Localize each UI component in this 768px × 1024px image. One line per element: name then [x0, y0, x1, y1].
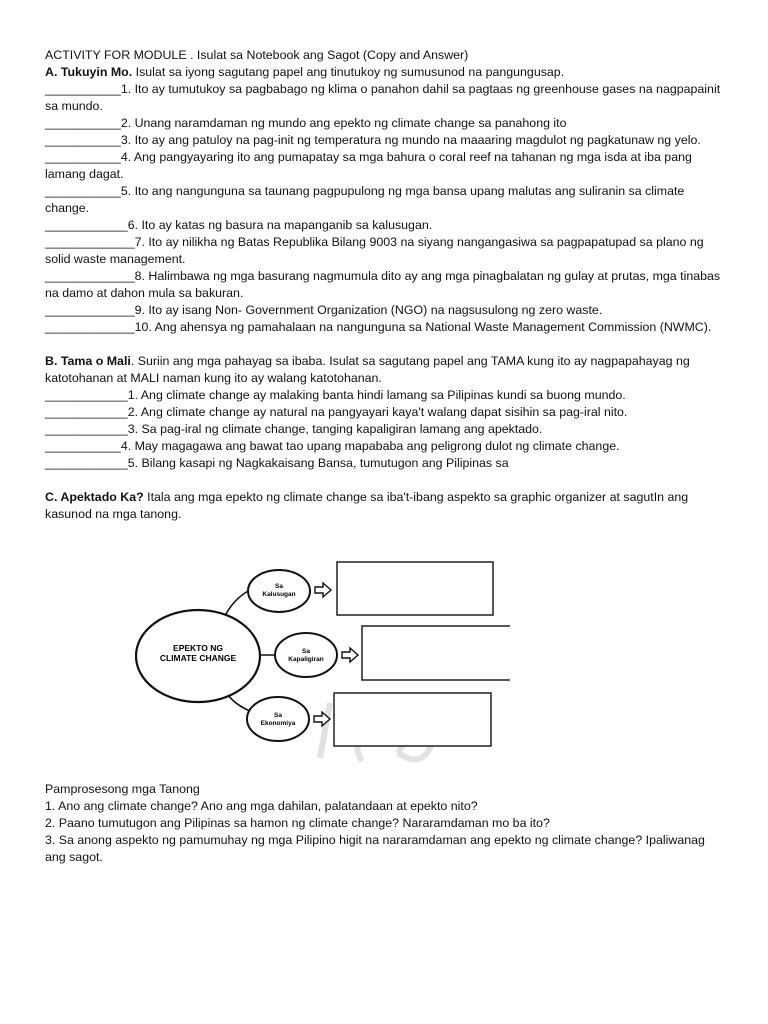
answer-blank: ____________: [45, 388, 128, 402]
list-item: [45, 404, 725, 421]
item-text: 7. Ito ay nilikha ng Batas Republika Bilang 9003 na siyang nangangasiwa sa pagpapatupad sa plano ng solid waste management.: [45, 235, 704, 266]
question-item: 2. Paano tumutugon ang Pilipinas sa hamon ng climate change? Nararamdaman mo ba ito?: [45, 816, 550, 830]
item-text: 1. Ito ay tumutukoy sa pagbabago ng klima o panahon dahil sa pagtaas ng greenhouse gases na nagpapainit sa mundo.: [45, 82, 721, 113]
answer-blank: _____________: [45, 235, 135, 249]
answer-box-ekonomiya[interactable]: [334, 693, 491, 746]
list-item: [45, 183, 725, 217]
item-text: 2. Ang climate change ay natural na pangyayari kaya't walang dapat sisihin sa pag-iral nito.: [127, 405, 628, 419]
list-item: [45, 455, 725, 472]
worksheet-title: ACTIVITY FOR MODULE . Isulat sa Notebook ang Sagot (Copy and Answer): [45, 48, 469, 62]
section-a-instructions: [45, 64, 725, 81]
list-item: [45, 149, 725, 183]
answer-blank: _____________: [45, 320, 135, 334]
section-b-items: [45, 387, 725, 472]
branch-ekonomiya-line1: Sa: [274, 712, 282, 719]
answer-blank: _____________: [45, 269, 135, 283]
answer-blank: ____________: [45, 405, 128, 419]
list-item: [45, 234, 725, 268]
answer-blank: ____________: [45, 422, 128, 436]
spacer: [45, 472, 725, 489]
list-item: [45, 268, 725, 302]
item-text: 3. Sa pag-iral ng climate change, tanging kapaligiran lamang ang apektado.: [127, 422, 543, 436]
section-a-heading: A. Tukuyin Mo.: [45, 65, 133, 79]
branch-kapaligiran-line2: Kapaligiran: [288, 656, 324, 663]
section-b-heading: B. Tama o Mali: [45, 354, 131, 368]
branch-kalusugan-line2: Kalusugan: [262, 591, 296, 598]
answer-blank: ____________: [45, 456, 128, 470]
spacer: [45, 336, 725, 353]
answer-blank: ___________: [45, 82, 121, 96]
item-text: 3. Ito ay ang patuloy na pag-init ng temperatura ng mundo na maaaring magdulot ng pagkatunaw ng yelo.: [120, 133, 701, 147]
answer-blank: ___________: [45, 150, 121, 164]
processing-questions: [45, 781, 725, 866]
answer-blank: ____________: [45, 218, 128, 232]
section-b-instruction-text: . Suriin ang mga pahayag sa ibaba. Isulat sa sagutang papel ang TAMA kung ito ay nagpapahayag ng katotohanan at MALI naman kung ito ay walang katotohanan.: [45, 354, 690, 385]
section-a-instruction-text: Isulat sa iyong sagutang papel ang tinutukoy ng sumusunod na pangungusap.: [132, 65, 565, 79]
branch-kalusugan-line1: Sa: [275, 583, 283, 590]
item-text: 8. Halimbawa ng mga basurang nagmumula dito ay ang mga pinagbalatan ng gulay at prutas, mga tinabas na damo at dahon mula sa bakuran.: [45, 269, 721, 300]
center-label-line1: EPEKTO NG: [173, 643, 223, 653]
item-text: 2. Unang naramdaman ng mundo ang epekto ng climate change sa panahong ito: [120, 116, 567, 130]
graphic-organizer: [130, 553, 510, 768]
list-item: [45, 421, 725, 438]
section-c-instructions: [45, 489, 725, 523]
section-c-instruction-text: Itala ang mga epekto ng climate change sa iba't-ibang aspekto sa graphic organizer at sagutIn ang kasunod na mga tanong.: [45, 490, 689, 521]
answer-blank: ___________: [45, 133, 121, 147]
answer-box-kapaligiran[interactable]: [362, 626, 510, 680]
item-text: 4. Ang pangyayaring ito ang pumapatay sa mga bahura o coral reef na tahanan ng mga isda at iba pang lamang dagat.: [45, 150, 692, 181]
section-b-instructions: [45, 353, 725, 387]
arrow-icon: [315, 583, 331, 597]
worksheet: [45, 47, 725, 523]
item-text: 9. Ito ay isang Non- Government Organization (NGO) na nagsusulong ng zero waste.: [134, 303, 603, 317]
answer-blank: _____________: [45, 303, 135, 317]
item-text: 1. Ang climate change ay malaking banta hindi lamang sa Pilipinas kundi sa buong mundo.: [127, 388, 626, 402]
list-item: [45, 115, 725, 132]
item-text: 6. Ito ay katas ng basura na mapanganib sa kalusugan.: [127, 218, 433, 232]
branch-kapaligiran-ellipse: [275, 633, 337, 677]
branch-ekonomiya-line2: Ekonomiya: [260, 720, 296, 727]
center-label-line2: CLIMATE CHANGE: [159, 653, 237, 663]
branch-ekonomiya-ellipse: [247, 697, 309, 741]
section-a-items: [45, 81, 725, 336]
item-text: 10. Ang ahensya ng pamahalaan na nangunguna sa National Waste Management Commission (NWMC).: [134, 320, 712, 334]
answer-blank: ___________: [45, 184, 121, 198]
item-text: 5. Ito ang nangunguna sa taunang pagpupulong ng mga bansa upang malutas ang suliranin sa climate change.: [45, 184, 685, 215]
list-item: [45, 438, 725, 455]
list-item: [45, 132, 725, 149]
item-text: 5. Bilang kasapi ng Nagkakaisang Bansa, tumutugon ang Pilipinas sa: [127, 456, 509, 470]
list-item: [45, 387, 725, 404]
arrow-icon: [342, 648, 358, 662]
answer-blank: ___________: [45, 116, 121, 130]
list-item: [45, 302, 725, 319]
branch-kapaligiran-line1: Sa: [302, 648, 310, 655]
question-item: 3. Sa anong aspekto ng pamumuhay ng mga Pilipino higit na nararamdaman ang epekto ng climate change? Ipaliwanag ang sagot.: [45, 833, 705, 864]
answer-box-kalusugan[interactable]: [337, 562, 493, 615]
processing-heading: Pamprosesong mga Tanong: [45, 782, 200, 796]
item-text: 4. May magagawa ang bawat tao upang mapababa ang peligrong dulot ng climate change.: [120, 439, 620, 453]
list-item: [45, 217, 725, 234]
section-c-heading: C. Apektado Ka?: [45, 490, 144, 504]
list-item: [45, 81, 725, 115]
answer-blank: ___________: [45, 439, 121, 453]
list-item: [45, 319, 725, 336]
question-item: 1. Ano ang climate change? Ano ang mga dahilan, palatandaan at epekto nito?: [45, 799, 478, 813]
